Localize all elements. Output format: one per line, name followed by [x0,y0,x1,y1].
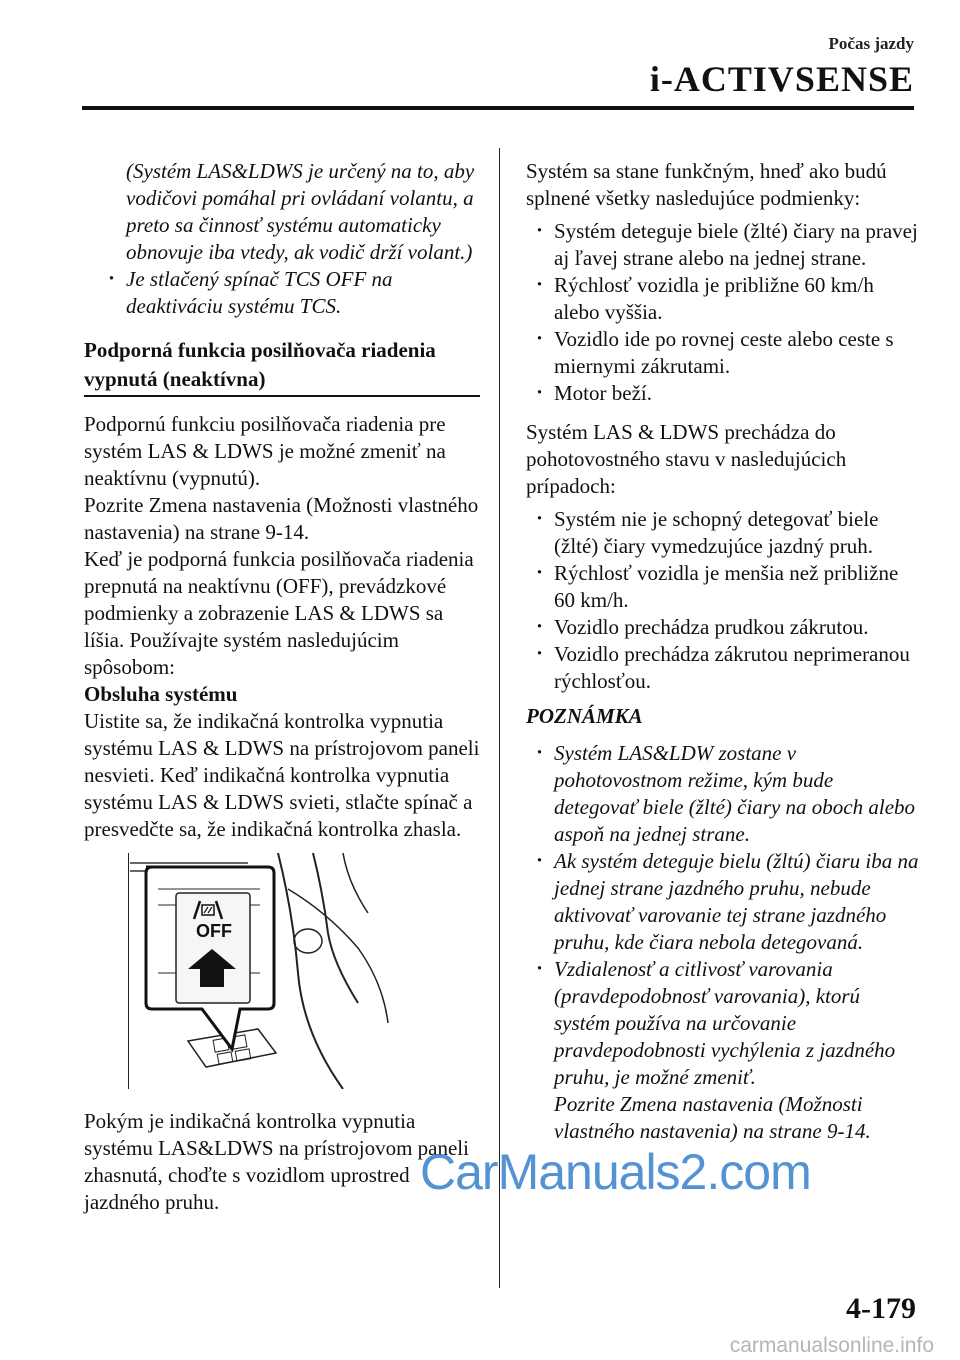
intro-note: (Systém LAS&LDWS je určený na to, aby vodičovi pomáhal pri ovládaní volantu, a preto sa činnosť systému automaticky obnovuje iba vtedy, ak vodič drží volant.) [126,159,475,264]
note-item: · Ak systém deteguje bielu (žltú) čiaru iba na jednej strane jazdného pruhu, nebude aktivovať varovanie tej strane jazdného pruhu, kde čiara nebola detegovaná. [530,848,921,956]
off-label: OFF [196,921,232,941]
paragraph: Keď je podporná funkcia posilňovača riadenia prepnutá na neaktívnu (OFF), prevádzkové podmienky a zobrazenie LAS & LDWS sa líšia. Používajte systém nasledujúcim spôsobom: [84,547,474,679]
paragraph: Systém sa stane funkčným, hneď ako budú splnené všetky nasledujúce podmienky: [526,159,887,210]
subheading: Obsluha systému [84,682,238,706]
standby-item: · Vozidlo prechádza zákrutou neprimeranou rýchlosťou. [530,641,921,695]
tcs-bullet: · Je stlačený spínač TCS OFF na deaktiváciu systému TCS. [102,266,480,320]
switch-illustration [128,853,478,1089]
note-reference: Pozrite Zmena nastavenia (Možnosti vlastného nastavenia) na strane 9-14. [554,1092,871,1143]
right-column [526,158,921,1145]
page-number: 4-179 [846,1292,916,1325]
note-item: · Systém LAS&LDW zostane v pohotovostnom režime, kým bude detegovať biele (žlté) čiary na oboch alebo aspoň na jednej strane. [530,740,921,848]
standby-item: · Rýchlosť vozidla je menšia než približne 60 km/h. [530,560,921,614]
chapter-title: i-ACTIVSENSE [649,59,914,99]
note-title: POZNÁMKA [526,704,643,728]
watermark: CarManuals2.com [420,1144,811,1200]
standby-item: · Systém nie je schopný detegovať biele (žlté) čiary vymedzujúce jazdný pruh. [530,506,921,560]
header-rule [82,106,914,110]
standby-item: · Vozidlo prechádza prudkou zákrutou. [530,614,921,641]
left-column [84,158,480,1216]
paragraph: Podpornú funkciu posilňovača riadenia pre systém LAS & LDWS je možné zmeniť na neaktívnu (vypnutú). [84,412,446,490]
section-heading: Podporná funkcia posilňovača riadenia vypnutá (neaktívna) [84,336,480,397]
paragraph: Pozrite Zmena nastavenia (Možnosti vlastného nastavenia) na strane 9-14. [84,493,479,544]
condition-item: · Motor beží. [530,380,921,407]
condition-item: · Rýchlosť vozidla je približne 60 km/h alebo vyššia. [530,272,921,326]
column-divider [499,148,500,1288]
condition-item: · Systém deteguje biele (žlté) čiary na pravej aj ľavej strane alebo na jednej strane. [530,218,921,272]
paragraph: Systém LAS & LDWS prechádza do pohotovostného stavu v nasledujúcich prípadoch: [526,420,847,498]
footer-site: carmanualsonline.info [729,1334,934,1357]
condition-item: · Vozidlo ide po rovnej ceste alebo ceste s miernymi zákrutami. [530,326,921,380]
paragraph: Pokým je indikačná kontrolka vypnutia systému LAS&LDWS na prístrojovom paneli zhasnutá, choďte s vozidlom uprostred jazdného pruhu. [84,1109,469,1214]
note-item: · Vzdialenosť a citlivosť varovania (pravdepodobnosť varovania), ktorú systém používa na určovanie pravdepodobnosti vychýlenia z jazdného pruhu, je možné zmeniť. [530,956,921,1091]
section-title: Počas jazdy [828,34,914,53]
paragraph: Uistite sa, že indikačná kontrolka vypnutia systému LAS & LDWS na prístrojovom paneli nesvieti. Keď indikačná kontrolka vypnutia systému LAS & LDWS svieti, stlačte spínač a presvedčte sa, že indikačná kontrolka zhasla. [84,709,480,841]
